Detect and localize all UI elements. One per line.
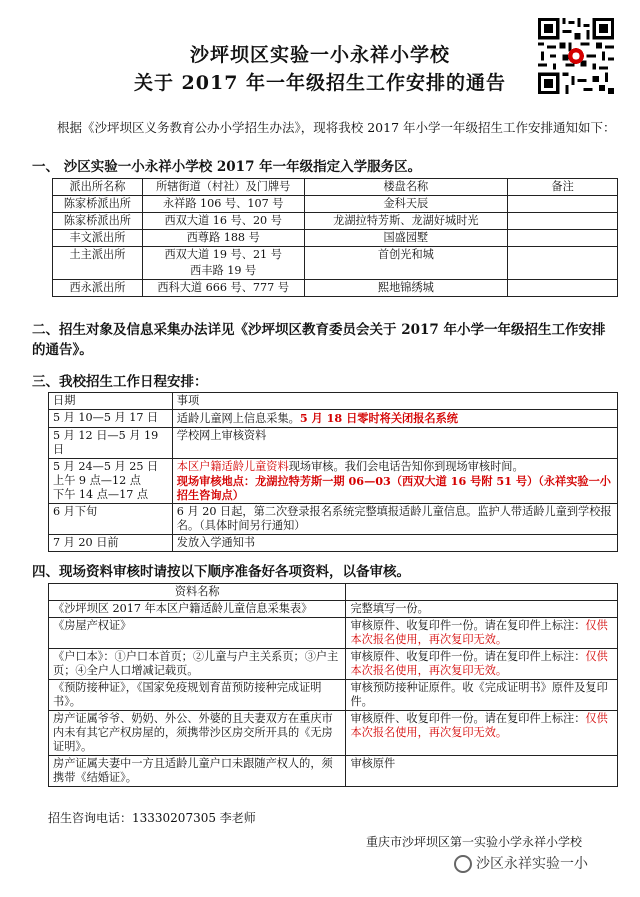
table-cell: 学校网上审核资料 (172, 428, 617, 459)
table-cell: 西永派出所 (53, 280, 143, 297)
table-row (49, 410, 618, 428)
title-line-2: 关于 2017 年一年级招生工作安排的通告 (133, 72, 507, 94)
table-cell: 西双大道 16 号、20 号 (142, 213, 304, 230)
table-cell: 6 月下旬 (49, 504, 173, 535)
service-area-table (52, 178, 618, 297)
table-row (49, 601, 618, 618)
copy-warning: 仅供本次报名使用，再次复印无效。 (350, 712, 608, 739)
table-row (49, 535, 618, 552)
table-cell: 5 月 10—5 月 17 日 (49, 410, 173, 428)
section-2-heading: 二、招生对象及信息采集办法详见《沙坪坝区教育委员会关于 2017 年小学一年级招生工作安排的通告》。 (32, 322, 606, 358)
section-3-heading: 三、我校招生工作日程安排： (32, 374, 208, 390)
review-location: 现场审核地点：龙湖拉特芳斯一期 06—03（西双大道 16 号附 51 号）（永祥实验一小招生咨询点） (176, 474, 611, 502)
table-header-cell: 派出所名称 (53, 179, 143, 196)
local-children-note: 本区户籍适龄儿童资料 (176, 460, 289, 473)
table-row (49, 428, 618, 459)
table-cell: 《户口本》：①户口本首页；②儿童与户主关系页；③户主页；④全户人口增减记载页。 (49, 649, 346, 680)
copy-warning: 仅供本次报名使用，再次复印无效。 (350, 619, 608, 646)
table-cell: 房产证属爷爷、奶奶、外公、外婆的且夫妻双方在重庆市内未有其它产权房屋的，须携带沙区房交所开具的《无房证明》。 (49, 711, 346, 756)
table-cell (304, 263, 508, 280)
schedule-item-text: 适龄儿童网上信息采集。 (176, 412, 300, 425)
requirement-text: 审核原件、收复印件一份。请在复印件上标注： (350, 712, 586, 725)
table-header-row (53, 179, 618, 196)
table-cell: 龙湖拉特芳斯、龙湖好城时光 (304, 213, 508, 230)
table-cell: 丰文派出所 (53, 230, 143, 247)
table-header-cell: 备注 (508, 179, 618, 196)
table-header-cell: 所辖街道（村社）及门牌号 (142, 179, 304, 196)
table-cell (53, 263, 143, 280)
table-header-row (49, 584, 618, 601)
school-signature: 重庆市沙坪坝区第一实验小学永祥小学校 (366, 835, 583, 849)
intro-paragraph: 根据《沙坪坝区义务教育公办小学招生办法》，现将我校 2017 年小学一年级招生工作安排通知如下： (57, 120, 616, 135)
table-cell: 金科天辰 (304, 196, 508, 213)
watermark-text: 沙区永祥实验一小 (476, 856, 588, 872)
table-row (49, 756, 618, 787)
copy-warning: 仅供本次报名使用，再次复印无效。 (350, 650, 608, 677)
table-row (53, 247, 618, 264)
wechat-watermark (454, 853, 588, 873)
table-row (53, 263, 618, 280)
table-row (49, 649, 618, 680)
table-row (53, 230, 618, 247)
table-cell (346, 649, 618, 680)
table-header-cell: 事项 (172, 393, 617, 410)
table-cell: 土主派出所 (53, 247, 143, 264)
table-header-cell: 楼盘名称 (304, 179, 508, 196)
table-cell: 西尊路 188 号 (142, 230, 304, 247)
table-row (49, 618, 618, 649)
title-line-1: 沙坪坝区实验一小永祥小学校 (189, 44, 450, 66)
table-row (53, 213, 618, 230)
table-cell: 完整填写一份。 (346, 601, 618, 618)
table-cell: 房产证属夫妻中一方且适龄儿童户口未跟随产权人的，须携带《结婚证》。 (49, 756, 346, 787)
table-cell: 《沙坪坝区 2017 年本区户籍适龄儿童信息采集表》 (49, 601, 346, 618)
table-cell: 陈家桥派出所 (53, 213, 143, 230)
section-1-heading: 一、 沙区实验一小永祥小学校 2017 年一年级指定入学服务区。 (32, 159, 422, 175)
section-4-heading: 四、现场资料审核时请按以下顺序准备好各项资料，以备审核。 (32, 564, 410, 580)
table-cell: 陈家桥派出所 (53, 196, 143, 213)
table-cell (172, 459, 617, 504)
table-header-row (49, 393, 618, 410)
system-close-warning: 5 月 18 日零时将关闭报名系统 (299, 411, 458, 425)
documents-table (48, 583, 618, 787)
table-cell (508, 196, 618, 213)
table-cell: 审核预防接种证原件。收《完成证明书》原件及复印件。 (346, 680, 618, 711)
table-cell: 发放入学通知书 (172, 535, 617, 552)
table-cell: 西科大道 666 号、777 号 (142, 280, 304, 297)
table-cell: 6 月 20 日起，第二次登录报名系统完整填报适龄儿童信息。监护人带适龄儿童到学校报名。（具体时间另行通知） (172, 504, 617, 535)
table-cell (508, 213, 618, 230)
table-row (49, 711, 618, 756)
table-cell (346, 618, 618, 649)
table-header-cell (346, 584, 618, 601)
table-cell: 《房屋产权证》 (49, 618, 346, 649)
table-row (53, 280, 618, 297)
table-row (49, 504, 618, 535)
schedule-date-line: 5 月 24—5 月 25 日 (53, 460, 159, 473)
table-cell: 西双大道 19 号、21 号 (142, 247, 304, 264)
onsite-review-text: 现场审核。我们会电话告知你到现场审核时间。 (288, 460, 524, 473)
table-cell: 《预防接种证》，《国家免疫规划育苗预防接种完成证明书》。 (49, 680, 346, 711)
table-cell (508, 280, 618, 297)
table-header-cell: 日期 (49, 393, 173, 410)
table-cell (508, 263, 618, 280)
contact-phone: 招生咨询电话：13330207305 李老师 (48, 811, 256, 825)
table-cell (346, 711, 618, 756)
table-cell (508, 247, 618, 264)
requirement-text: 审核原件、收复印件一份。请在复印件上标注： (350, 650, 586, 663)
wechat-icon (454, 855, 472, 873)
table-row (49, 680, 618, 711)
schedule-time-line: 下午 14 点—17 点 (53, 488, 149, 501)
table-cell: 西丰路 19 号 (142, 263, 304, 280)
table-cell (49, 459, 173, 504)
table-cell (172, 410, 617, 428)
table-cell: 首创光和城 (304, 247, 508, 264)
table-cell: 国盛园墅 (304, 230, 508, 247)
table-header-cell: 资料名称 (49, 584, 346, 601)
schedule-table (48, 392, 618, 552)
table-row (49, 459, 618, 504)
table-row (53, 196, 618, 213)
table-cell: 熙地锦绣城 (304, 280, 508, 297)
table-cell: 永祥路 106 号、107 号 (142, 196, 304, 213)
table-cell: 审核原件 (346, 756, 618, 787)
requirement-text: 审核原件、收复印件一份。请在复印件上标注： (350, 619, 586, 632)
schedule-time-line: 上午 9 点—12 点 (53, 474, 141, 487)
table-cell (508, 230, 618, 247)
table-cell: 7 月 20 日前 (49, 535, 173, 552)
table-cell: 5 月 12 日—5 月 19 日 (49, 428, 173, 459)
